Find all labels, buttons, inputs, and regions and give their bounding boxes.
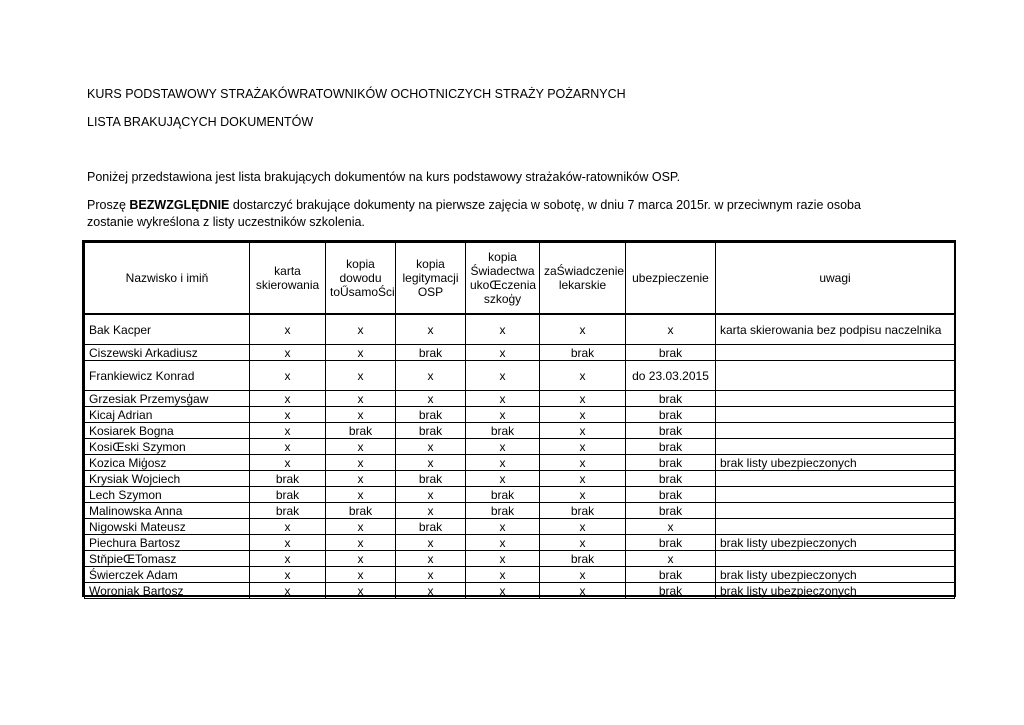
cell-certificate: x <box>466 519 540 535</box>
cell-certificate: x <box>466 567 540 583</box>
cell-certificate: x <box>466 551 540 567</box>
cell-insurance: brak <box>626 567 716 583</box>
table-row <box>85 345 955 361</box>
table-row <box>85 535 955 551</box>
notice-prefix: Proszę <box>87 198 130 212</box>
table-row <box>85 455 955 471</box>
cell-medical: brak <box>540 345 626 361</box>
table-row <box>85 583 955 599</box>
cell-insurance: brak <box>626 407 716 423</box>
table-row <box>85 423 955 439</box>
cell-referral: x <box>250 535 326 551</box>
cell-referral: brak <box>250 487 326 503</box>
cell-id-copy: brak <box>326 423 396 439</box>
cell-osp-card: x <box>396 487 466 503</box>
cell-insurance: brak <box>626 391 716 407</box>
table-row <box>85 314 955 345</box>
cell-name: Kicaj Adrian <box>85 407 250 423</box>
cell-note <box>716 361 955 391</box>
cell-medical: x <box>540 439 626 455</box>
cell-certificate: x <box>466 439 540 455</box>
cell-insurance: brak <box>626 535 716 551</box>
cell-insurance: brak <box>626 455 716 471</box>
cell-note <box>716 439 955 455</box>
cell-referral: brak <box>250 503 326 519</box>
table-row <box>85 567 955 583</box>
cell-referral: x <box>250 551 326 567</box>
notice-emphasis: BEZWZGLĘDNIE <box>129 198 230 212</box>
cell-note: brak listy ubezpieczonych <box>716 455 955 471</box>
cell-note <box>716 345 955 361</box>
cell-osp-card: x <box>396 583 466 599</box>
table-row <box>85 361 955 391</box>
cell-referral: x <box>250 407 326 423</box>
cell-insurance: do 23.03.2015 <box>626 361 716 391</box>
cell-id-copy: x <box>326 471 396 487</box>
cell-osp-card: brak <box>396 407 466 423</box>
cell-insurance: x <box>626 314 716 345</box>
cell-referral: x <box>250 314 326 345</box>
cell-certificate: x <box>466 471 540 487</box>
cell-note <box>716 551 955 567</box>
cell-insurance: brak <box>626 471 716 487</box>
cell-id-copy: brak <box>326 503 396 519</box>
cell-referral: x <box>250 567 326 583</box>
cell-id-copy: x <box>326 567 396 583</box>
cell-certificate: x <box>466 535 540 551</box>
table-row <box>85 471 955 487</box>
cell-medical: x <box>540 567 626 583</box>
cell-insurance: brak <box>626 583 716 599</box>
cell-note <box>716 407 955 423</box>
cell-certificate: x <box>466 361 540 391</box>
cell-name: Ciszewski Arkadiusz <box>85 345 250 361</box>
table-row <box>85 407 955 423</box>
cell-note <box>716 471 955 487</box>
cell-insurance: brak <box>626 487 716 503</box>
cell-note <box>716 503 955 519</box>
cell-name: KosiŒski Szymon <box>85 439 250 455</box>
cell-name: Malinowska Anna <box>85 503 250 519</box>
cell-id-copy: x <box>326 391 396 407</box>
column-header-name: Nazwisko i imiň <box>85 243 250 315</box>
documents-table <box>82 240 956 597</box>
cell-referral: x <box>250 391 326 407</box>
cell-name: Bak Kacper <box>85 314 250 345</box>
cell-medical: x <box>540 471 626 487</box>
cell-certificate: x <box>466 345 540 361</box>
cell-referral: x <box>250 439 326 455</box>
cell-osp-card: x <box>396 551 466 567</box>
cell-medical: x <box>540 361 626 391</box>
cell-id-copy: x <box>326 519 396 535</box>
cell-note: brak listy ubezpieczonych <box>716 567 955 583</box>
cell-medical: x <box>540 391 626 407</box>
cell-osp-card: brak <box>396 519 466 535</box>
column-header-notes: uwagi <box>716 243 955 315</box>
cell-insurance: x <box>626 519 716 535</box>
cell-insurance: brak <box>626 503 716 519</box>
cell-insurance: x <box>626 551 716 567</box>
cell-id-copy: x <box>326 535 396 551</box>
cell-medical: x <box>540 407 626 423</box>
cell-certificate: brak <box>466 487 540 503</box>
cell-id-copy: x <box>326 551 396 567</box>
cell-medical: x <box>540 519 626 535</box>
cell-medical: x <box>540 487 626 503</box>
cell-id-copy: x <box>326 361 396 391</box>
table-row <box>85 551 955 567</box>
cell-osp-card: x <box>396 361 466 391</box>
cell-referral: x <box>250 423 326 439</box>
cell-note: karta skierowania bez podpisu naczelnika <box>716 314 955 345</box>
cell-medical: x <box>540 314 626 345</box>
cell-name: Nigowski Mateusz <box>85 519 250 535</box>
cell-medical: brak <box>540 551 626 567</box>
cell-referral: brak <box>250 471 326 487</box>
cell-insurance: brak <box>626 439 716 455</box>
cell-note: brak listy ubezpieczonych <box>716 583 955 599</box>
cell-referral: x <box>250 345 326 361</box>
cell-name: Grzesiak Przemysģaw <box>85 391 250 407</box>
cell-osp-card: x <box>396 535 466 551</box>
cell-certificate: x <box>466 314 540 345</box>
table-row <box>85 391 955 407</box>
cell-osp-card: x <box>396 314 466 345</box>
cell-insurance: brak <box>626 423 716 439</box>
cell-id-copy: x <box>326 487 396 503</box>
column-header-medical: zaŚwiadczenie lekarskie <box>540 243 626 315</box>
table-row <box>85 487 955 503</box>
column-header-osp-card: kopia legitymacji OSP <box>396 243 466 315</box>
table-header-row <box>85 243 955 315</box>
cell-insurance: brak <box>626 345 716 361</box>
cell-medical: x <box>540 535 626 551</box>
column-header-id-copy: kopia dowodu toŰsamoŚci <box>326 243 396 315</box>
cell-referral: x <box>250 583 326 599</box>
cell-id-copy: x <box>326 407 396 423</box>
cell-referral: x <box>250 361 326 391</box>
cell-certificate: x <box>466 407 540 423</box>
table-row <box>85 519 955 535</box>
cell-id-copy: x <box>326 345 396 361</box>
notice-suffix: dostarczyć brakujące dokumenty na pierwsze zajęcia w sobotę, w dniu 7 marca 2015r. w przeciwnym razie osoba zostanie wykreślona z listy uczestników szkolenia. <box>87 198 861 229</box>
document-subtitle: LISTA BRAKUJĄCYCH DOKUMENTÓW <box>87 115 314 129</box>
table-row <box>85 439 955 455</box>
cell-id-copy: x <box>326 583 396 599</box>
notice-paragraph <box>87 197 897 231</box>
cell-name: Woroniak Bartosz <box>85 583 250 599</box>
cell-id-copy: x <box>326 314 396 345</box>
cell-name: Kozica Miģosz <box>85 455 250 471</box>
cell-name: Lech Szymon <box>85 487 250 503</box>
cell-name: StňpieŒTomasz <box>85 551 250 567</box>
cell-name: Kosiarek Bogna <box>85 423 250 439</box>
cell-certificate: brak <box>466 503 540 519</box>
cell-name: Krysiak Wojciech <box>85 471 250 487</box>
cell-medical: x <box>540 583 626 599</box>
cell-osp-card: x <box>396 503 466 519</box>
cell-note <box>716 487 955 503</box>
cell-note <box>716 519 955 535</box>
intro-paragraph: Poniżej przedstawiona jest lista brakujących dokumentów na kurs podstawowy strażaków-ratowników OSP. <box>87 170 681 184</box>
cell-osp-card: x <box>396 455 466 471</box>
table-row <box>85 503 955 519</box>
cell-osp-card: x <box>396 567 466 583</box>
column-header-referral: karta skierowania <box>250 243 326 315</box>
document-title: KURS PODSTAWOWY STRAŻAKÓWRATOWNIKÓW OCHOTNICZYCH STRAŻY POŻARNYCH <box>87 87 626 101</box>
cell-osp-card: x <box>396 439 466 455</box>
cell-referral: x <box>250 519 326 535</box>
cell-medical: brak <box>540 503 626 519</box>
cell-certificate: x <box>466 391 540 407</box>
column-header-certificate: kopia Świadectwa ukoŒczenia szkoģy <box>466 243 540 315</box>
cell-name: Piechura Bartosz <box>85 535 250 551</box>
cell-certificate: brak <box>466 423 540 439</box>
cell-medical: x <box>540 423 626 439</box>
column-header-insurance: ubezpieczenie <box>626 243 716 315</box>
cell-name: Świerczek Adam <box>85 567 250 583</box>
cell-note <box>716 423 955 439</box>
cell-note: brak listy ubezpieczonych <box>716 535 955 551</box>
cell-osp-card: brak <box>396 423 466 439</box>
cell-note <box>716 391 955 407</box>
cell-id-copy: x <box>326 439 396 455</box>
cell-referral: x <box>250 455 326 471</box>
cell-id-copy: x <box>326 455 396 471</box>
cell-certificate: x <box>466 583 540 599</box>
cell-osp-card: brak <box>396 471 466 487</box>
cell-osp-card: brak <box>396 345 466 361</box>
cell-certificate: x <box>466 455 540 471</box>
cell-medical: x <box>540 455 626 471</box>
cell-name: Frankiewicz Konrad <box>85 361 250 391</box>
cell-osp-card: x <box>396 391 466 407</box>
